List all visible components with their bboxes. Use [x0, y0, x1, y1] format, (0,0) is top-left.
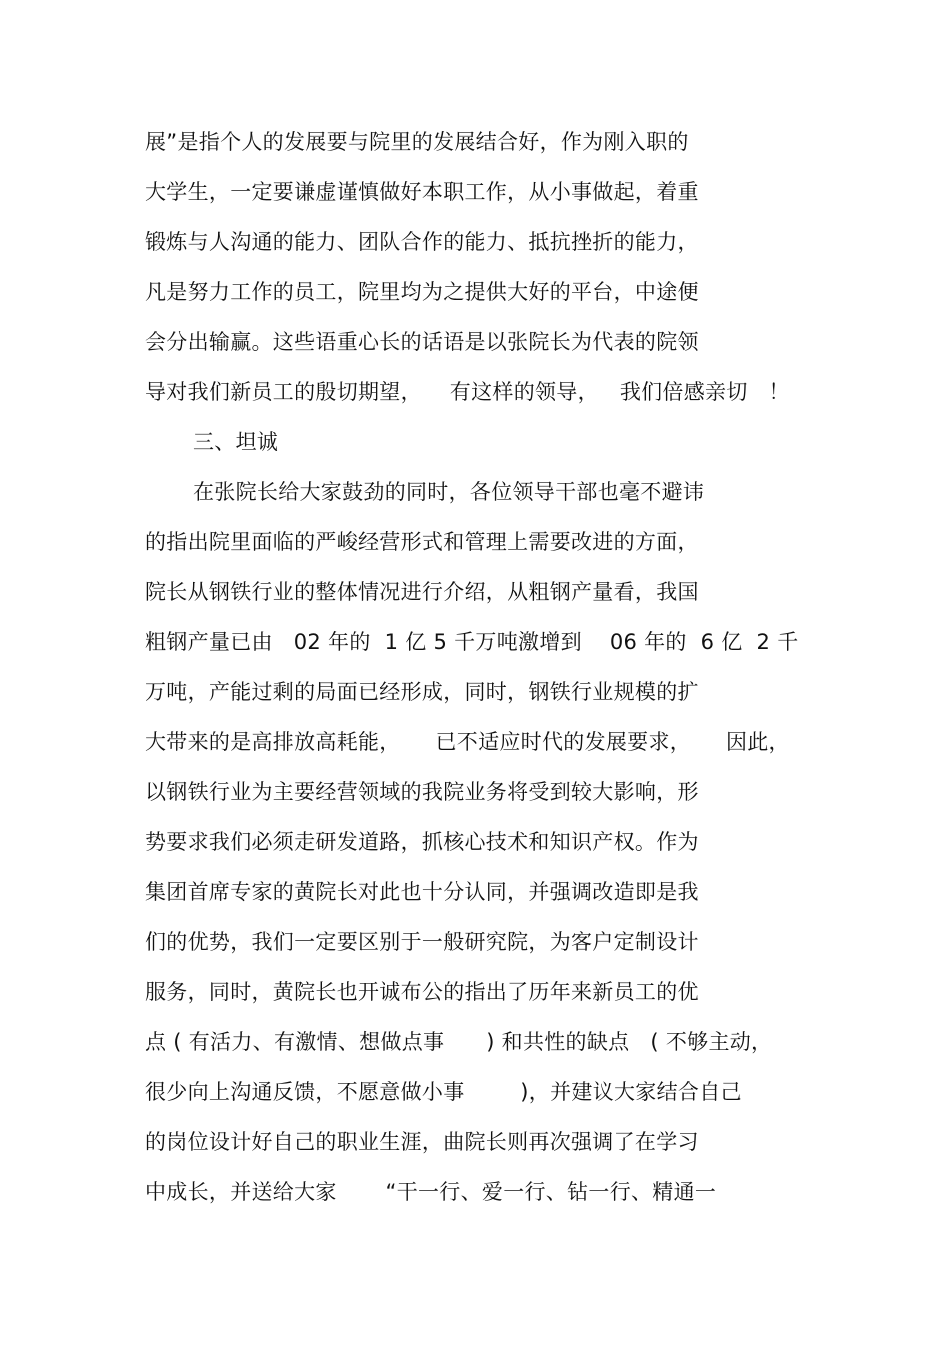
- text-line: 们的优势，我们一定要区别于一般研究院，为客户定制设计: [145, 930, 699, 954]
- text-line: 势要求我们必须走研发道路，抓核心技术和知识产权。作为: [145, 830, 699, 854]
- text-line: 以钢铁行业为主要经营领域的我院业务将受到较大影响，形: [145, 780, 699, 804]
- text-line: 的指出院里面临的严峻经营形式和管理上需要改进的方面，: [145, 530, 699, 554]
- text-line: 的岗位设计好自己的职业生涯，曲院长则再次强调了在学习: [145, 1130, 699, 1154]
- text-line: 点 ( 有活力、有激情、想做点事 ) 和共性的缺点 ( 不够主动，: [145, 1030, 773, 1054]
- text-line: 万吨，产能过剩的局面已经形成，同时，钢铁行业规模的扩: [145, 680, 699, 704]
- text-line: 大带来的是高排放高耗能， 已不适应时代的发展要求， 因此，: [145, 730, 790, 754]
- text-line: 在张院长给大家鼓劲的同时，各位领导干部也毫不避讳: [193, 480, 705, 504]
- text-line: 集团首席专家的黄院长对此也十分认同，并强调改造即是我: [145, 880, 699, 904]
- text-line: 会分出输赢。这些语重心长的话语是以张院长为代表的院领: [145, 330, 699, 354]
- text-line: 很少向上沟通反馈，不愿意做小事 )，并建议大家结合自己: [145, 1080, 742, 1104]
- text-line: 导对我们新员工的殷切期望， 有这样的领导， 我们倍感亲切 ！: [145, 380, 790, 404]
- text-line: 粗钢产量已由 02 年的 1 亿 5 千万吨激增到 06 年的 6 亿 2 千: [145, 630, 799, 654]
- text-line: 锻炼与人沟通的能力、团队合作的能力、抵抗挫折的能力，: [145, 230, 699, 254]
- text-line: 大学生，一定要谦虚谨慎做好本职工作，从小事做起，着重: [145, 180, 699, 204]
- section-heading: 三、坦诚: [193, 430, 279, 454]
- text-line: 院长从钢铁行业的整体情况进行介绍，从粗钢产量看，我国: [145, 580, 699, 604]
- text-line: 服务，同时，黄院长也开诚布公的指出了历年来新员工的优: [145, 980, 699, 1004]
- text-line: 中成长，并送给大家 “干一行、爱一行、钻一行、精通一: [145, 1180, 717, 1204]
- text-line: 展”是指个人的发展要与院里的发展结合好，作为刚入职的: [145, 130, 689, 154]
- text-line: 凡是努力工作的员工，院里均为之提供大好的平台，中途便: [145, 280, 699, 304]
